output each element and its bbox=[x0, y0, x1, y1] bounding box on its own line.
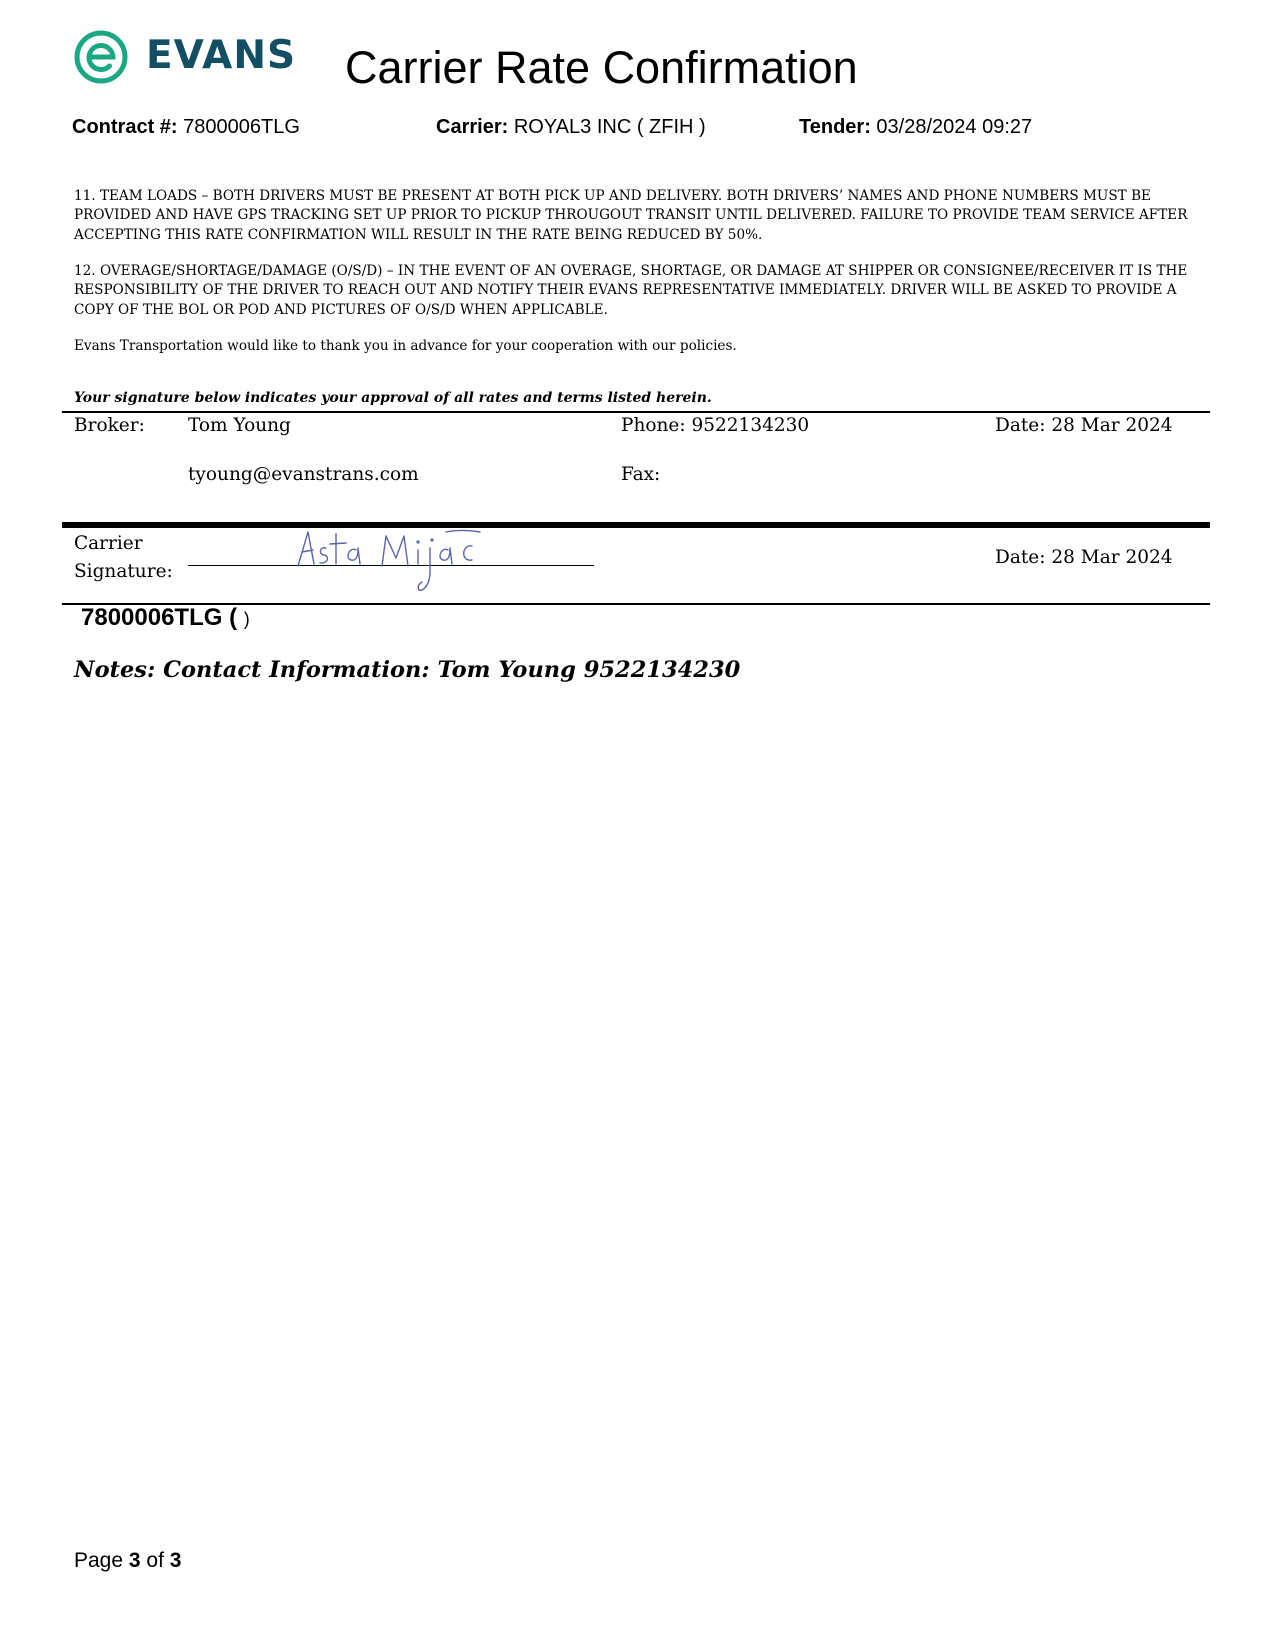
contract-reference-close-paren: ) bbox=[243, 609, 250, 629]
contract-reference-number: 7800006TLG bbox=[81, 604, 223, 631]
page-total: 3 bbox=[169, 1549, 182, 1572]
broker-label: Broker: bbox=[74, 415, 145, 436]
terms-item-11: 11. TEAM LOADS – BOTH DRIVERS MUST BE PRESENT AT BOTH PICK UP AND DELIVERY. BOTH DRIVERS’ NAMES AND PHONE NUMBERS MUST BE PROVIDED AND HAVE GPS TRACKING SET UP PRIOR TO PICKUP THROUGOUT TRANSIT UNTIL DELIVERED. FAILURE TO PROVIDE TEAM SERVICE AFTER ACCEPTING THIS RATE CONFIRMATION WILL RESULT IN THE RATE BEING REDUCED BY 50%. bbox=[74, 188, 1188, 243]
contract-reference bbox=[81, 604, 250, 632]
contract-value: 7800006TLG bbox=[183, 116, 300, 138]
divider-thick bbox=[62, 522, 1210, 528]
contract-label: Contract #: bbox=[72, 116, 178, 138]
carrier-signature-date: Date: 28 Mar 2024 bbox=[995, 547, 1173, 568]
tender-label: Tender: bbox=[799, 116, 871, 138]
handwritten-signature bbox=[296, 528, 496, 598]
carrier-signature-label-line1: Carrier bbox=[74, 533, 143, 554]
carrier-signature-label-line2: Signature: bbox=[74, 561, 173, 582]
document-title: Carrier Rate Confirmation bbox=[345, 42, 858, 93]
broker-phone: Phone: 9522134230 bbox=[621, 415, 810, 436]
signature-image bbox=[296, 528, 496, 598]
carrier-value: ROYAL3 INC ( ZFIH ) bbox=[513, 116, 706, 138]
broker-fax: Fax: bbox=[621, 464, 661, 485]
carrier-field bbox=[436, 113, 706, 141]
tender-field bbox=[799, 113, 1032, 141]
page-word: Page bbox=[74, 1549, 124, 1572]
contract-field bbox=[72, 113, 300, 141]
page-current: 3 bbox=[128, 1549, 141, 1572]
contract-reference-open-paren: ( bbox=[229, 604, 238, 631]
of-word: of bbox=[146, 1549, 164, 1572]
broker-date: Date: 28 Mar 2024 bbox=[995, 415, 1173, 436]
thanks-text: Evans Transportation would like to thank you in advance for your cooperation with our policies. bbox=[74, 338, 737, 354]
page-number bbox=[74, 1549, 181, 1573]
evans-e-circle-icon bbox=[73, 29, 129, 85]
broker-name: Tom Young bbox=[188, 415, 291, 436]
broker-email: tyoung@evanstrans.com bbox=[188, 464, 419, 485]
notes-line: Notes: Contact Information: Tom Young 9522134230 bbox=[74, 657, 741, 683]
tender-value: 03/28/2024 09:27 bbox=[876, 116, 1033, 138]
evans-wordmark: EVANS bbox=[146, 33, 297, 78]
approval-statement: Your signature below indicates your approval of all rates and terms listed herein. bbox=[74, 390, 712, 406]
carrier-label: Carrier: bbox=[436, 116, 509, 138]
terms-item-12: 12. OVERAGE/SHORTAGE/DAMAGE (O/S/D) – IN THE EVENT OF AN OVERAGE, SHORTAGE, OR DAMAGE AT SHIPPER OR CONSIGNEE/RECEIVER IT IS THE RESPONSIBILITY OF THE DRIVER TO REACH OUT AND NOTIFY THEIR EVANS REPRESENTATIVE IMMEDIATELY. DRIVER WILL BE ASKED TO PROVIDE A COPY OF THE BOL OR POD AND PICTURES OF O/S/D WHEN APPLICABLE. bbox=[74, 263, 1188, 318]
